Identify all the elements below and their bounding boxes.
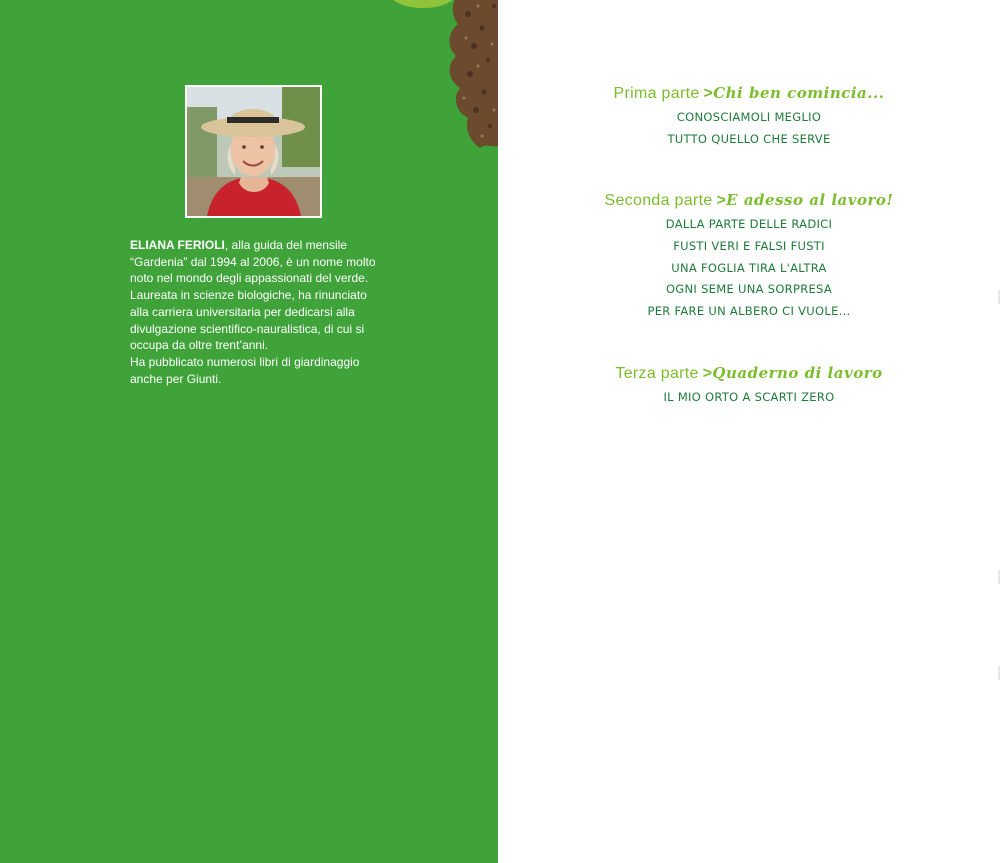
bio-line: ELIANA FERIOLI, alla guida del mensile — [130, 238, 347, 252]
toc-part-3 — [498, 364, 1000, 409]
chapter-item: DALLA PARTE DELLE RADICI — [665, 217, 833, 231]
soil-decoration — [438, 0, 498, 154]
toc-part-2 — [498, 191, 1000, 323]
bio-line: occupa da oltre trent’anni. — [130, 338, 269, 353]
bio-line: Ha pubblicato numerosi libri di giardinaggio — [130, 354, 360, 369]
chapter-item: FUSTI VERI E FALSI FUSTI — [673, 238, 825, 253]
part-subtitle: Chi ben comincia... — [713, 84, 885, 102]
bio-line: “Gardenia” dal 1994 al 2006, è un nome molto — [130, 254, 376, 269]
bio-line: alla carriera universitaria per dedicarsi alla — [130, 304, 355, 319]
part-subtitle: E adesso al lavoro! — [726, 191, 894, 209]
part-heading: Seconda parte >E adesso al lavoro! — [604, 191, 894, 209]
chapter-list — [498, 107, 1000, 151]
author-photo — [185, 85, 322, 218]
bio-line: noto nel mondo degli appassionati del verde. — [130, 271, 369, 286]
part-subtitle: Quaderno di lavoro — [712, 364, 883, 382]
author-bio — [130, 237, 392, 387]
chapter-list — [498, 387, 1000, 409]
arrow-icon: > — [716, 192, 727, 209]
chapter-item: CONOSCIAMOLI MEGLIO — [676, 110, 822, 124]
part-heading: Terza parte >Quaderno di lavoro — [615, 364, 883, 382]
chapter-list — [498, 214, 1000, 323]
arrow-icon: > — [702, 365, 713, 382]
chapter-item: TUTTO QUELLO CHE SERVE — [667, 131, 831, 146]
author-panel — [0, 0, 498, 863]
chapter-item: IL MIO ORTO A SCARTI ZERO — [663, 390, 835, 404]
contents-panel — [498, 0, 1000, 863]
toc-part-1 — [498, 84, 1000, 151]
part-heading: Prima parte >Chi ben comincia... — [613, 84, 885, 102]
chapter-item: UNA FOGLIA TIRA L'ALTRA — [671, 260, 827, 275]
arrow-icon: > — [703, 85, 714, 102]
author-name: ELIANA FERIOLI — [130, 238, 225, 252]
chapter-item: OGNI SEME UNA SORPRESA — [665, 282, 833, 297]
bio-line: Laureata in scienze biologiche, ha rinunciato — [130, 288, 367, 303]
bio-line: divulgazione scientifico-nauralistica, di cui si — [130, 321, 365, 336]
bio-line: anche per Giunti. — [130, 371, 222, 386]
chapter-item: PER FARE UN ALBERO CI VUOLE... — [647, 304, 851, 319]
